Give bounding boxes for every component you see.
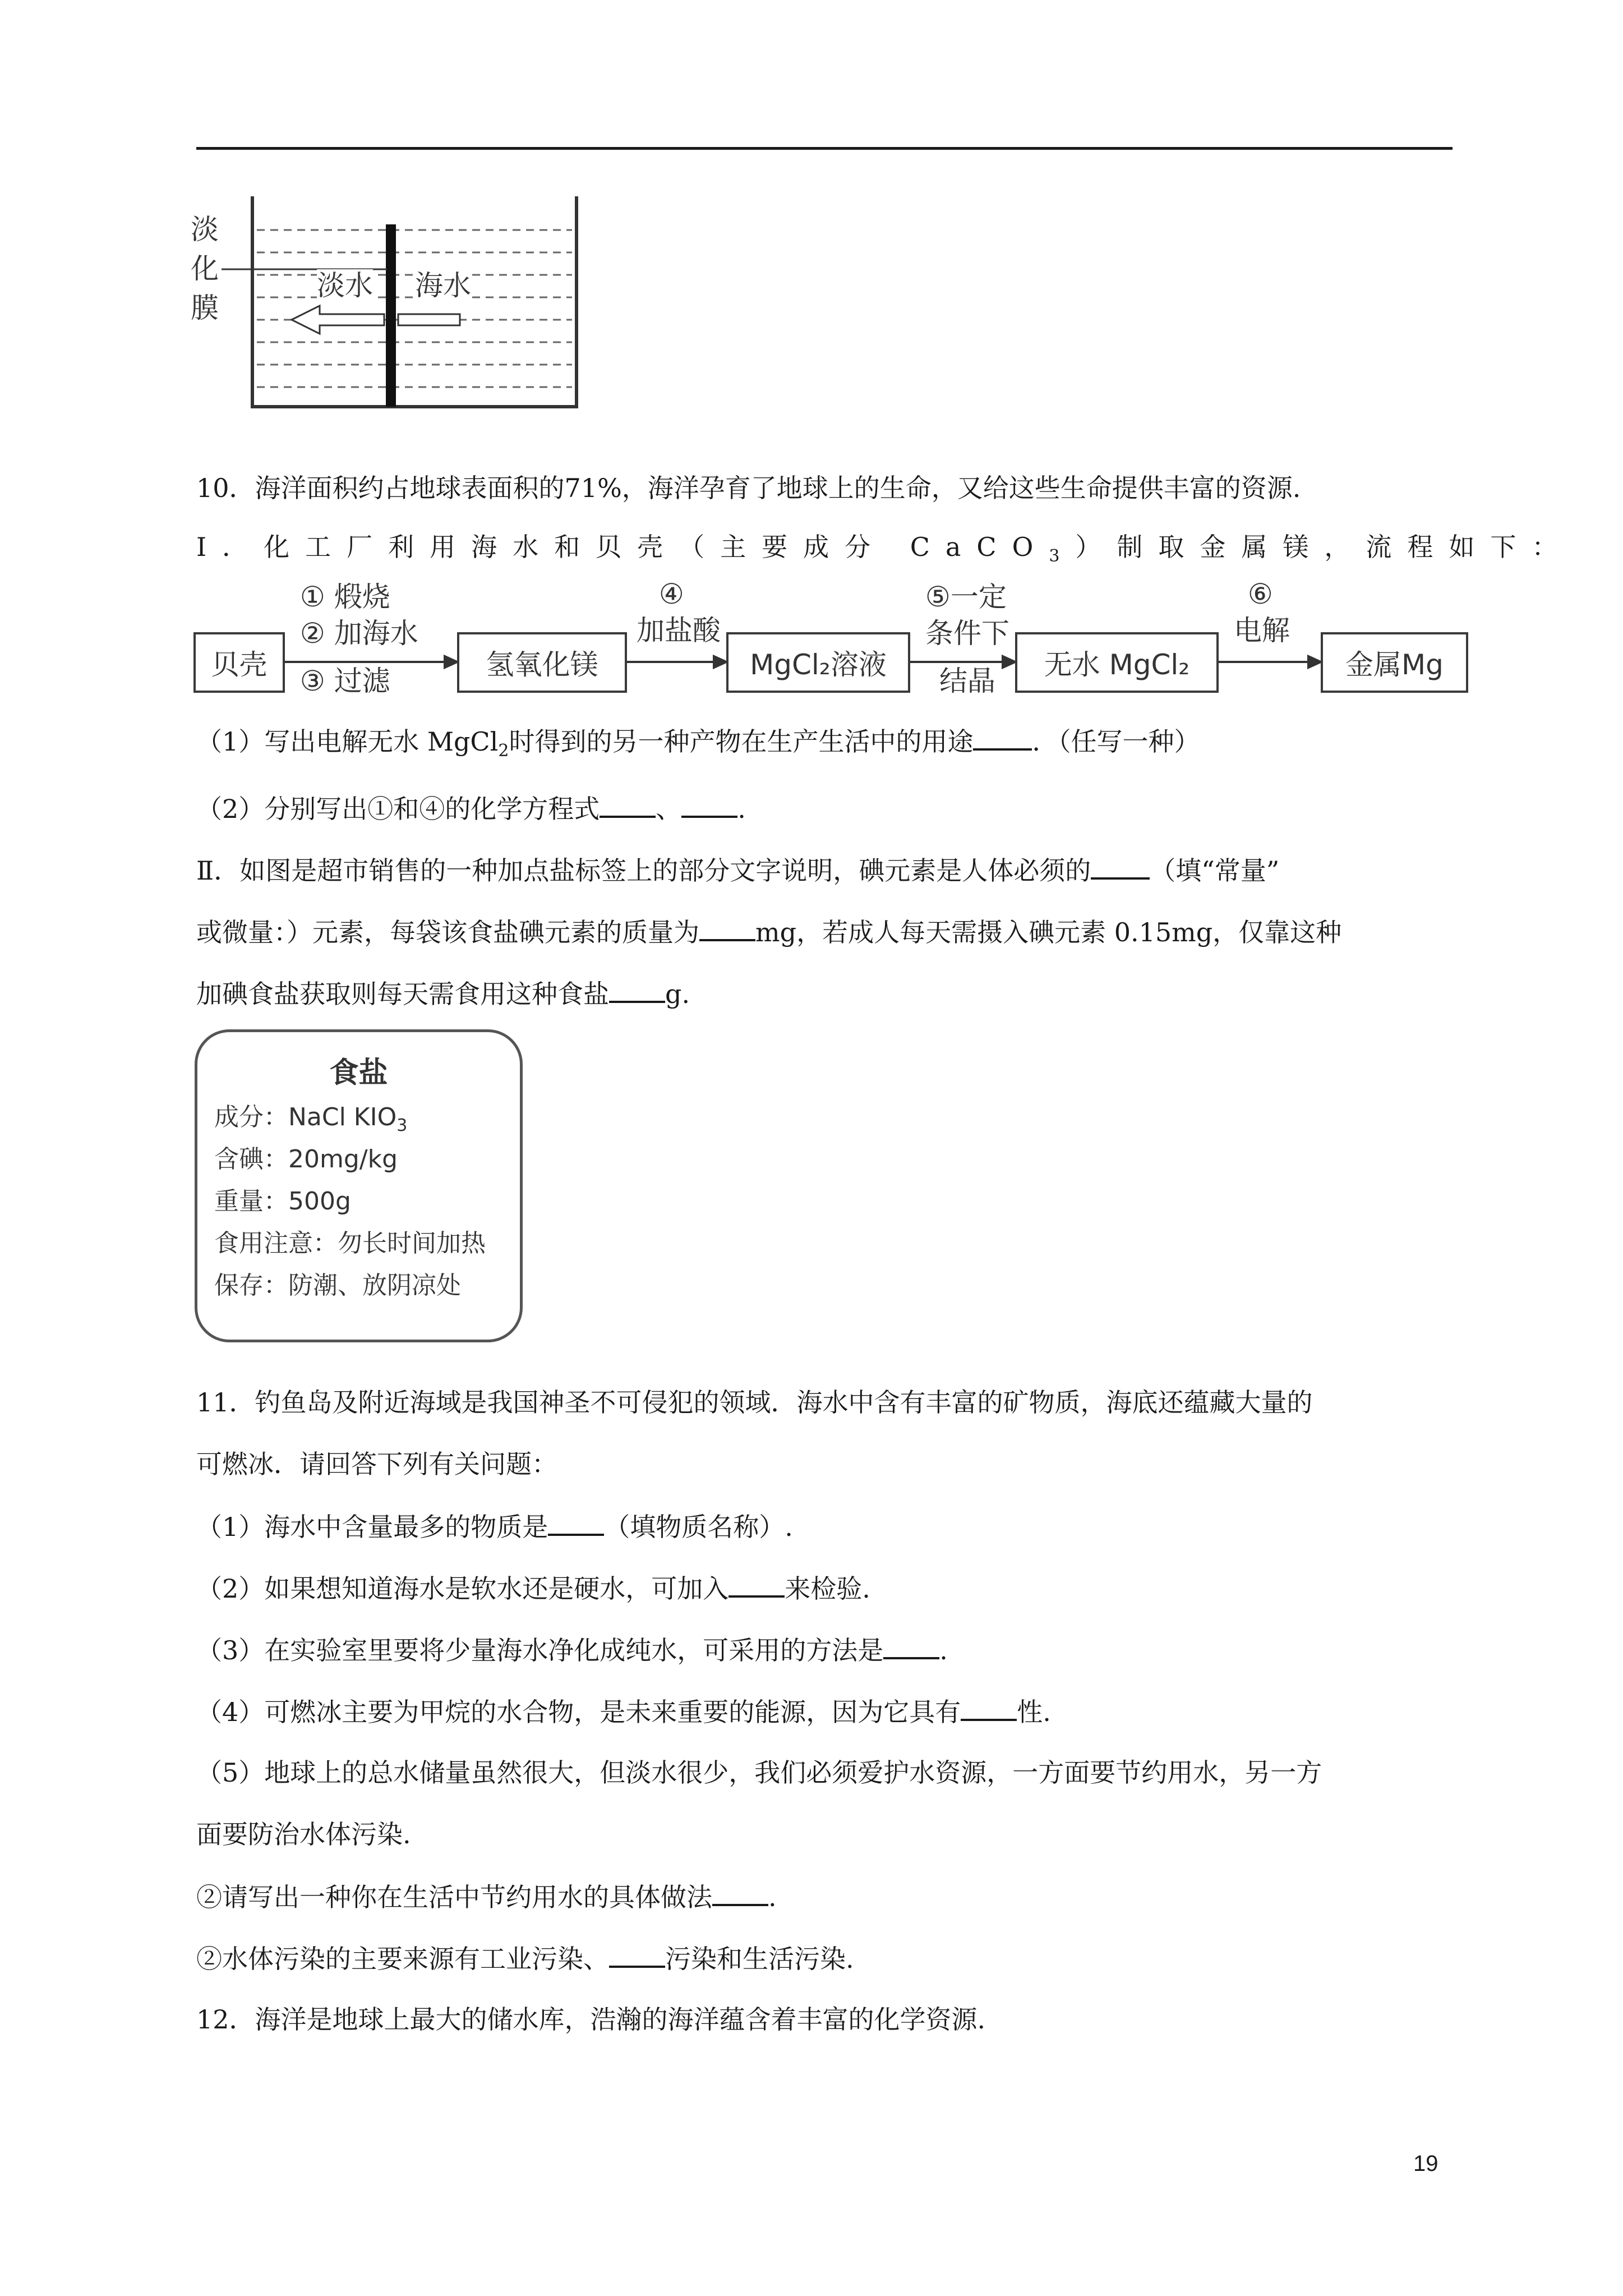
- q11-s3-text-b: .: [939, 1635, 948, 1665]
- answer-blank[interactable]: [712, 1879, 768, 1906]
- q10-part2-line2: [196, 914, 1341, 949]
- salt-label-ingredients: [214, 1097, 407, 1135]
- q10-sub2-text-a: （2）分别写出①和④的化学方程式: [196, 794, 600, 824]
- q10-sub2: [196, 791, 746, 826]
- q11-line1: 11．钓鱼岛及附近海域是我国神圣不可侵犯的领域．海水中含有丰富的矿物质，海底还蕴藏大量的: [196, 1387, 1313, 1418]
- membrane-side-label-1: 淡: [191, 213, 219, 246]
- flow-step2-line1: ④: [659, 578, 684, 610]
- q10-sub1-text-c: ．（任写一种）: [1032, 726, 1200, 757]
- flow-step3-line3: 结晶: [939, 665, 995, 697]
- flow-step1-line3: ③ 过滤: [300, 665, 390, 697]
- q10-part2-l2-text-a: 或微量：）元素，每袋该食盐碘元素的质量为: [196, 917, 699, 947]
- answer-blank[interactable]: [609, 1941, 665, 1968]
- membrane-side-label-2: 化: [191, 252, 219, 285]
- q10-part2-l3-text-a: 加碘食盐获取则每天需食用这种食盐: [196, 979, 609, 1009]
- q10-sub2-text-c: .: [737, 794, 746, 824]
- q11-s5a-text-a: ②请写出一种你在生活中节约用水的具体做法: [196, 1882, 712, 1912]
- fresh-water-label: 淡水: [317, 269, 373, 302]
- flow-node-shells: 贝壳: [193, 632, 285, 693]
- salt-label-ingredients-text: 成分：NaCl KIO: [214, 1103, 397, 1131]
- salt-label-ingredients-sub: 3: [396, 1115, 408, 1135]
- flow-step4-line2: 电解: [1234, 614, 1290, 647]
- membrane-side-label-3: 膜: [191, 292, 219, 324]
- q10-part2-line1: [196, 853, 1279, 887]
- q10-sub1: [196, 724, 1200, 768]
- q11-s1-text-b: （填物质名称）.: [604, 1512, 793, 1542]
- q11-sub5b: [196, 1941, 854, 1976]
- answer-blank[interactable]: [883, 1632, 939, 1659]
- q11-s5b-text-a: ②水体污染的主要来源有工业污染、: [196, 1944, 609, 1974]
- q10-part1-sub: 3: [1049, 546, 1076, 567]
- q11-sub3: [196, 1632, 948, 1667]
- salt-label-weight: 重量：500g: [214, 1187, 351, 1216]
- flow-step2-line2: 加盐酸: [637, 614, 721, 647]
- q10-part1-text-a: Ⅰ．化工厂利用海水和贝壳（主要成分 CaCO: [196, 532, 1049, 562]
- answer-blank[interactable]: [1091, 853, 1150, 880]
- q11-sub5-line2: 面要防治水体污染.: [196, 1819, 411, 1849]
- flow-step3-line2: 条件下: [925, 617, 1009, 650]
- flow-diagram: [193, 578, 1472, 701]
- membrane-diagram: [191, 191, 583, 415]
- q11-s1-text-a: （1）海水中含量最多的物质是: [196, 1512, 548, 1542]
- q10-sub1-text-b: 时得到的另一种产物在生产生活中的用途: [509, 726, 974, 757]
- flow-step4-line1: ⑥: [1248, 578, 1273, 610]
- answer-blank[interactable]: [548, 1509, 604, 1536]
- q11-s5a-text-b: .: [768, 1882, 777, 1912]
- q10-part2-l1-text-b: （填“常量”: [1150, 855, 1280, 886]
- q11-line2: 可燃冰．请回答下列有关问题：: [196, 1449, 557, 1479]
- flow-node-mgcl2-solution: MgCl₂溶液: [726, 632, 910, 693]
- answer-blank[interactable]: [609, 976, 665, 1003]
- q11-sub2: [196, 1571, 870, 1605]
- q11-s4-text-a: （4）可燃冰主要为甲烷的水合物，是未来重要的能源，因为它具有: [196, 1697, 961, 1727]
- q10-sub1-sub: 2: [498, 741, 509, 761]
- flow-step3-line1: ⑤一定: [925, 581, 1007, 613]
- membrane-figure: [191, 191, 583, 415]
- answer-blank[interactable]: [699, 914, 755, 941]
- q10-sub2-text-b: 、: [656, 794, 682, 824]
- q11-sub1: [196, 1509, 793, 1544]
- q12-line1: 12．海洋是地球上最大的储水库，浩瀚的海洋蕴含着丰富的化学资源.: [196, 2004, 986, 2035]
- answer-blank[interactable]: [973, 724, 1032, 751]
- q11-sub5-line1: （5）地球上的总水储量虽然很大，但淡水很少，我们必须爱护水资源，一方面要节约用水，另一方: [196, 1757, 1322, 1788]
- salt-label-title: 食盐: [329, 1056, 388, 1090]
- q10-part2-l3-text-b: g.: [665, 979, 690, 1009]
- flow-node-anhydrous-mgcl2: 无水 MgCl₂: [1015, 632, 1219, 693]
- q10-part2-l1-text-a: Ⅱ．如图是超市销售的一种加点盐标签上的部分文字说明，碘元素是人体必须的: [196, 855, 1091, 886]
- header-rule: [196, 147, 1453, 150]
- flow-node-mg-hydroxide: 氢氧化镁: [457, 632, 627, 693]
- answer-blank[interactable]: [600, 791, 656, 818]
- q11-s2-text-a: （2）如果想知道海水是软水还是硬水，可加入: [196, 1573, 729, 1604]
- page-number: 19: [1413, 2151, 1438, 2176]
- q11-sub5a: [196, 1879, 777, 1914]
- salt-label-iodine: 含碘：20mg/kg: [214, 1145, 398, 1174]
- answer-blank[interactable]: [961, 1694, 1017, 1721]
- flow-step1-line2: ② 加海水: [300, 617, 418, 650]
- flow-step1-line1: ① 煅烧: [300, 581, 390, 613]
- flow-node-metal-mg: 金属Mg: [1321, 632, 1468, 693]
- salt-label-card: [195, 1029, 523, 1342]
- q10-part2-line3: [196, 976, 690, 1011]
- q11-s5b-text-b: 污染和生活污染.: [665, 1944, 854, 1974]
- q10-intro: 10．海洋面积约占地球表面积的71%，海洋孕育了地球上的生命，又给这些生命提供丰富的资源.: [196, 473, 1301, 503]
- q10-sub1-text-a: （1）写出电解无水 MgCl: [196, 726, 499, 757]
- q11-s4-text-b: 性.: [1017, 1697, 1051, 1727]
- salt-label-notice: 食用注意：勿长时间加热: [214, 1229, 486, 1258]
- answer-blank[interactable]: [681, 791, 737, 818]
- q10-part2-l2-text-b: mg，若成人每天需摄入碘元素 0.15mg，仅靠这种: [755, 917, 1342, 947]
- q10-part1: [196, 530, 1573, 573]
- q10-part1-text-b: ）制取金属镁，流程如下：: [1075, 532, 1574, 562]
- q11-s3-text-a: （3）在实验室里要将少量海水净化成纯水，可采用的方法是: [196, 1635, 884, 1665]
- q11-s2-text-b: 来检验.: [785, 1573, 870, 1604]
- q11-sub4: [196, 1694, 1051, 1729]
- salt-label-storage: 保存：防潮、放阴凉处: [214, 1271, 461, 1300]
- answer-blank[interactable]: [728, 1571, 785, 1598]
- seawater-label: 海水: [415, 269, 471, 302]
